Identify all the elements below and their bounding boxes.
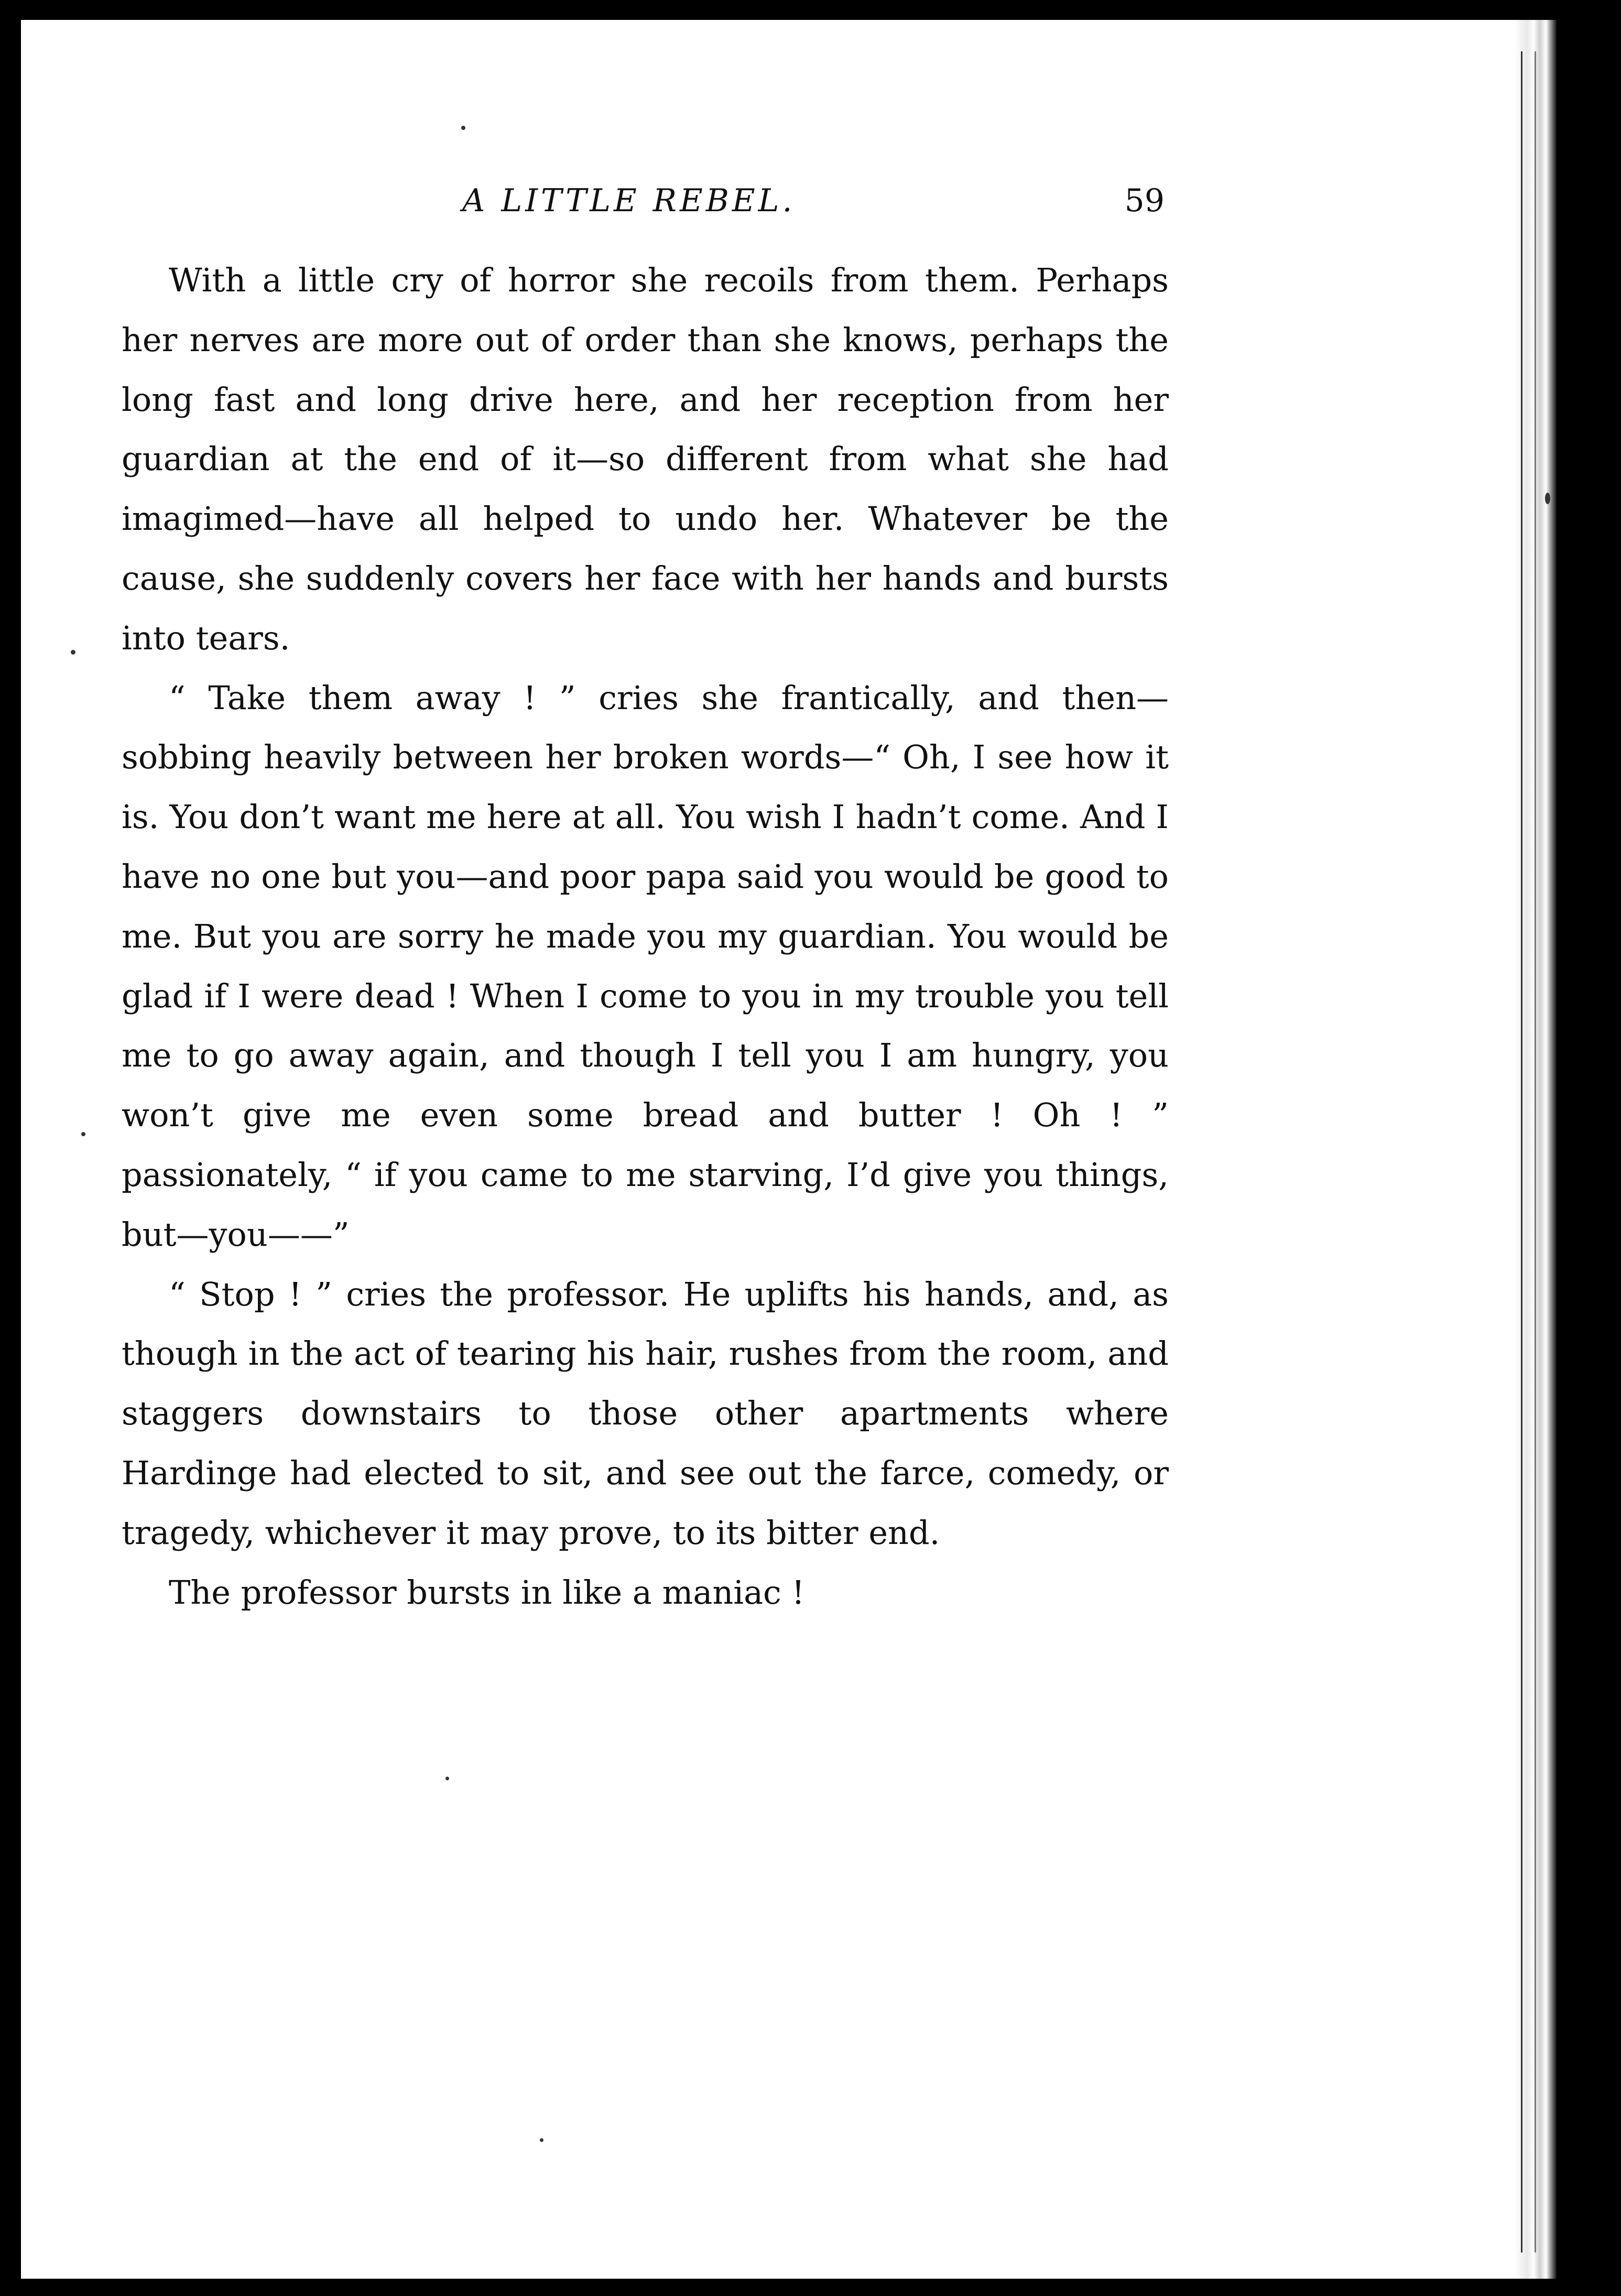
scan-speck — [540, 2138, 543, 2142]
body-text — [122, 251, 1169, 1622]
scan-speck — [461, 126, 465, 130]
running-title: A LITTLE REBEL. — [462, 182, 796, 219]
page-number: 59 — [1124, 182, 1165, 219]
paragraph: With a little cry of horror she recoils from them. Perhaps her nerves are more out of order than she knows, perhaps the long fast and long drive here, and her reception from her guardian at the end of it—so different from what she had imagimed—have all helped to undo her. Whatever be the cause, she suddenly covers her face with her hands and bursts into tears. — [122, 261, 1169, 657]
running-head — [122, 177, 1175, 224]
scan-speck — [445, 1777, 449, 1780]
page-edge-line — [1521, 51, 1522, 2253]
scan-speck — [81, 1132, 85, 1136]
scan-speck — [1545, 493, 1550, 504]
page-edge-shadow — [1515, 20, 1557, 2279]
page-edge-line — [1535, 51, 1536, 2253]
paragraph: The professor bursts in like a maniac ! — [169, 1573, 805, 1612]
paragraph: “ Take them away ! ” cries she frantically, and then—sobbing heavily between her broken words—“ Oh, I see how it is. You don’t want me here at all. You wish I hadn’t come. And I have no one but you—and poor papa said you would be good to me. But you are sorry he made you my guardian. You would be glad if I were dead ! When I come to you in my trouble you tell me to go away again, and though I tell you I am hungry, you won’t give me even some bread and butter ! Oh ! ” passionately, “ if you came to me starving, I’d give you things, but—you——” — [122, 678, 1169, 1254]
paragraph: “ Stop ! ” cries the professor. He uplifts his hands, and, as though in the act of tearing his hair, rushes from the room, and staggers downstairs to those other apartments where Hardinge had elected to sit, and see out the farce, comedy, or tragedy, whichever it may prove, to its bitter end. — [122, 1275, 1169, 1552]
scan-speck — [71, 650, 75, 655]
